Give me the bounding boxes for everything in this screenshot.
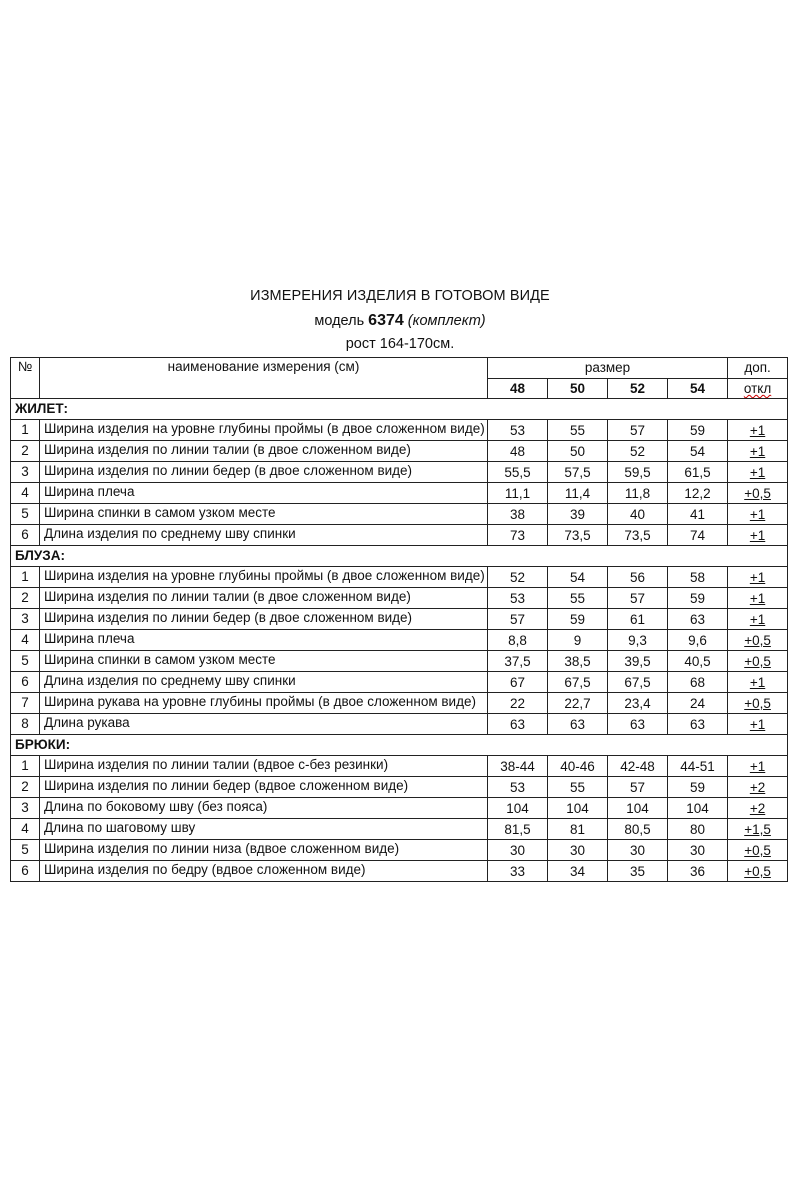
measurement-name: Ширина изделия по линии талии (вдвое с-без резинки) [40,756,488,777]
size-header: 48 [488,379,548,399]
measurement-name: Ширина изделия по линии бедер (вдвое сложенном виде) [40,777,488,798]
table-row [11,714,788,735]
table-row [11,483,788,504]
measurement-name: Ширина плеча [40,630,488,651]
size-value: 39 [548,504,608,525]
table-row [11,756,788,777]
size-value: 42-48 [608,756,668,777]
measurement-name: Длина по шаговому шву [40,819,488,840]
size-value: 54 [548,567,608,588]
measurement-name: Длина изделия по среднему шву спинки [40,525,488,546]
measurement-name: Ширина спинки в самом узком месте [40,651,488,672]
measurement-name: Ширина рукава на уровне глубины проймы (в двое сложенном виде) [40,693,488,714]
row-number: 3 [11,609,40,630]
size-value: 53 [488,588,548,609]
size-value: 81,5 [488,819,548,840]
measurement-name: Ширина изделия по линии низа (вдвое сложенном виде) [40,840,488,861]
size-value: 57 [608,588,668,609]
tolerance-value: +0,5 [728,630,788,651]
size-value: 58 [668,567,728,588]
size-value: 59 [668,588,728,609]
size-value: 12,2 [668,483,728,504]
measurement-table [10,357,788,882]
row-number: 7 [11,693,40,714]
size-value: 34 [548,861,608,882]
size-value: 38 [488,504,548,525]
col-header-number: № [11,358,40,399]
tolerance-value: +1 [728,441,788,462]
table-row [11,819,788,840]
size-value: 80,5 [608,819,668,840]
size-value: 44-51 [668,756,728,777]
tolerance-value: +1 [728,504,788,525]
size-value: 33 [488,861,548,882]
size-value: 22 [488,693,548,714]
size-value: 54 [668,441,728,462]
size-value: 9,3 [608,630,668,651]
measurement-name: Ширина изделия по линии талии (в двое сложенном виде) [40,441,488,462]
table-row [11,609,788,630]
table-row [11,840,788,861]
tolerance-value: +0,5 [728,840,788,861]
table-row [11,651,788,672]
size-value: 9 [548,630,608,651]
tolerance-value: +2 [728,777,788,798]
size-value: 8,8 [488,630,548,651]
model-number: 6374 [368,312,404,329]
size-value: 48 [488,441,548,462]
size-value: 59 [668,777,728,798]
size-value: 57 [608,777,668,798]
size-value: 37,5 [488,651,548,672]
size-value: 67,5 [548,672,608,693]
size-header: 50 [548,379,608,399]
size-value: 55 [548,420,608,441]
document-title: ИЗМЕРЕНИЯ ИЗДЕЛИЯ В ГОТОВОМ ВИДЕ [250,288,550,304]
measurement-name: Ширина спинки в самом узком месте [40,504,488,525]
table-row [11,861,788,882]
size-value: 104 [608,798,668,819]
row-number: 1 [11,420,40,441]
table-row [11,777,788,798]
size-value: 80 [668,819,728,840]
row-number: 4 [11,483,40,504]
measurement-name: Ширина изделия на уровне глубины проймы (в двое сложенном виде) [40,420,488,441]
row-number: 6 [11,672,40,693]
size-value: 11,1 [488,483,548,504]
tolerance-value: +2 [728,798,788,819]
size-value: 35 [608,861,668,882]
col-header-tolerance: доп. [728,358,788,379]
tolerance-value: +1 [728,588,788,609]
size-header: 52 [608,379,668,399]
table-row [11,462,788,483]
table-row [11,525,788,546]
tolerance-value: +1 [728,714,788,735]
row-number: 1 [11,567,40,588]
tolerance-value: +1 [728,420,788,441]
tolerance-value: +1 [728,567,788,588]
size-value: 30 [488,840,548,861]
tolerance-value: +0,5 [728,483,788,504]
row-number: 2 [11,777,40,798]
row-number: 5 [11,504,40,525]
row-number: 3 [11,798,40,819]
size-value: 61,5 [668,462,728,483]
tolerance-value: +1 [728,609,788,630]
row-number: 1 [11,756,40,777]
table-row [11,630,788,651]
model-kit: (комплект) [403,313,486,329]
size-value: 74 [668,525,728,546]
row-number: 6 [11,861,40,882]
table-row [11,420,788,441]
size-value: 104 [668,798,728,819]
size-value: 30 [608,840,668,861]
tolerance-value: +1 [728,462,788,483]
tolerance-value: +1,5 [728,819,788,840]
measurement-name: Ширина изделия на уровне глубины проймы (в двое сложенном виде) [40,567,488,588]
section-title: ЖИЛЕТ: [11,399,788,420]
size-value: 22,7 [548,693,608,714]
size-value: 9,6 [668,630,728,651]
size-value: 30 [548,840,608,861]
row-number: 2 [11,441,40,462]
table-row [11,441,788,462]
size-value: 38,5 [548,651,608,672]
measurement-name: Ширина изделия по линии бедер (в двое сложенном виде) [40,609,488,630]
size-value: 63 [488,714,548,735]
row-number: 6 [11,525,40,546]
size-value: 52 [608,441,668,462]
size-value: 39,5 [608,651,668,672]
size-value: 63 [668,609,728,630]
size-value: 30 [668,840,728,861]
tolerance-value: +0,5 [728,861,788,882]
size-value: 53 [488,777,548,798]
size-value: 73,5 [548,525,608,546]
tolerance-value: +1 [728,672,788,693]
row-number: 4 [11,819,40,840]
size-value: 38-44 [488,756,548,777]
size-value: 11,4 [548,483,608,504]
size-value: 55 [548,588,608,609]
tolerance-value: +0,5 [728,693,788,714]
size-value: 67,5 [608,672,668,693]
size-value: 55,5 [488,462,548,483]
size-value: 40-46 [548,756,608,777]
measurement-name: Длина рукава [40,714,488,735]
measurement-name: Длина изделия по среднему шву спинки [40,672,488,693]
table-row [11,588,788,609]
measurement-name: Ширина изделия по линии бедер (в двое сложенном виде) [40,462,488,483]
row-number: 2 [11,588,40,609]
size-value: 24 [668,693,728,714]
row-number: 5 [11,840,40,861]
size-value: 56 [608,567,668,588]
size-value: 36 [668,861,728,882]
size-value: 104 [548,798,608,819]
size-value: 61 [608,609,668,630]
height-range: рост 164-170см. [345,336,455,352]
size-value: 57 [488,609,548,630]
measurement-name: Ширина изделия по линии талии (в двое сложенном виде) [40,588,488,609]
size-header: 54 [668,379,728,399]
measurement-name: Ширина изделия по бедру (вдвое сложенном виде) [40,861,488,882]
tolerance-value: +1 [728,756,788,777]
col-header-size: размер [488,358,728,379]
model-prefix: модель [314,313,369,329]
table-row [11,567,788,588]
model-line [0,312,800,330]
row-number: 3 [11,462,40,483]
size-value: 50 [548,441,608,462]
table-row [11,693,788,714]
size-value: 53 [488,420,548,441]
size-value: 73,5 [608,525,668,546]
row-number: 8 [11,714,40,735]
size-value: 68 [668,672,728,693]
table-row [11,798,788,819]
size-value: 41 [668,504,728,525]
section-title: БЛУЗА: [11,546,788,567]
row-number: 5 [11,651,40,672]
size-value: 52 [488,567,548,588]
size-value: 63 [548,714,608,735]
table-row [11,504,788,525]
size-value: 23,4 [608,693,668,714]
size-value: 73 [488,525,548,546]
measurement-name: Ширина плеча [40,483,488,504]
size-value: 57,5 [548,462,608,483]
size-value: 63 [608,714,668,735]
col-header-name: наименование измерения (см) [40,358,488,399]
size-value: 59 [668,420,728,441]
size-value: 104 [488,798,548,819]
size-value: 63 [668,714,728,735]
section-title: БРЮКИ: [11,735,788,756]
size-value: 59,5 [608,462,668,483]
size-value: 40,5 [668,651,728,672]
size-value: 67 [488,672,548,693]
size-value: 55 [548,777,608,798]
row-number: 4 [11,630,40,651]
size-value: 57 [608,420,668,441]
table-row [11,672,788,693]
tolerance-value: +0,5 [728,651,788,672]
size-value: 11,8 [608,483,668,504]
size-value: 81 [548,819,608,840]
size-value: 59 [548,609,608,630]
tolerance-header: откл [728,379,788,399]
tolerance-value: +1 [728,525,788,546]
size-value: 40 [608,504,668,525]
measurement-name: Длина по боковому шву (без пояса) [40,798,488,819]
